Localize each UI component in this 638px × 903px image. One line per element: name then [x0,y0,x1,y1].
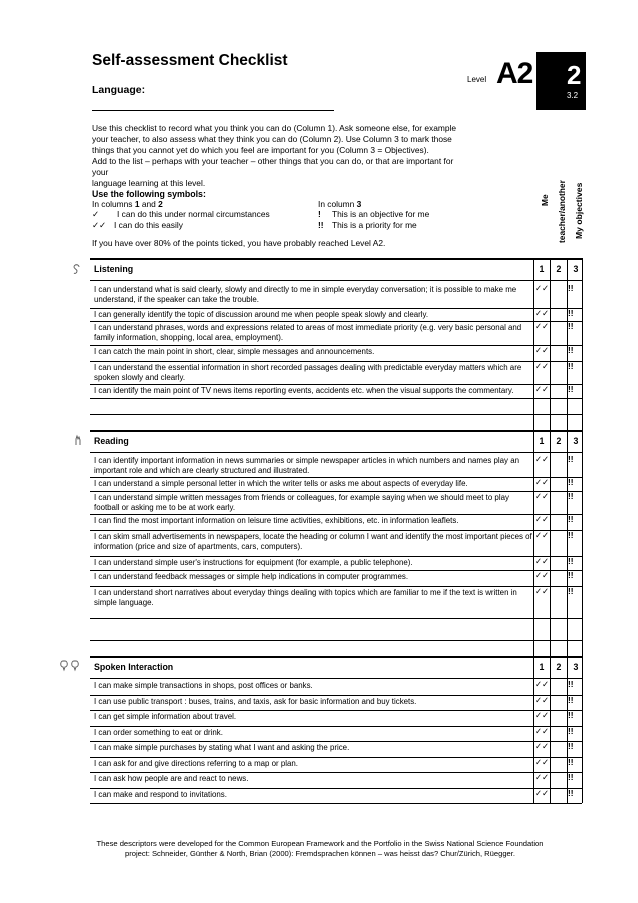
section-title: Reading [94,436,129,446]
footer-note [60,839,580,858]
header-rule [90,678,582,679]
header-rule [90,452,582,453]
teacher-checkbox[interactable] [551,321,566,345]
blank-row-rule [90,398,582,399]
objective-checkbox[interactable]: !! [568,710,574,720]
teacher-checkbox[interactable] [551,726,566,741]
me-checkbox[interactable]: ✓✓ [535,283,550,293]
descriptor-text: I can identify important information in news summaries or simple newspaper articles in which numbers and names play an important role and which are clearly structured and illustrated. [94,456,519,475]
row-rule [90,321,582,322]
page-title: Self-assessment Checklist [92,52,288,69]
descriptor-text: I can skim small advertisements in newspapers, locate the heading or column I want and identify the most important pieces of information (price and size of apartments, cars, computers). [94,532,532,551]
section-rule [90,656,582,658]
descriptor-text: I can understand short narratives about everyday things dealing with topics which are familiar to me if the text is written in simple language. [94,588,517,607]
col-header-teacher: teacher/another [557,180,567,243]
objective-checkbox[interactable]: !! [568,530,574,540]
row-rule [90,772,582,773]
teacher-checkbox[interactable] [551,308,566,321]
me-checkbox[interactable]: ✓✓ [535,570,550,580]
row-rule [90,477,582,478]
descriptor-text: I can understand phrases, words and expressions related to areas of most immediate priority (e.g. very basic personal and family information, shopping, local area, employment). [94,323,522,342]
level-word: Level [467,75,487,84]
objective-checkbox[interactable]: !! [568,321,574,331]
me-checkbox[interactable]: ✓✓ [535,361,550,371]
me-checkbox[interactable]: ✓✓ [535,695,550,705]
row-rule [90,803,582,804]
excl-symbol: ! [318,209,321,220]
column-line [582,430,583,656]
footer-line: project: Schneider, Günther & North, Brian (2000): Fremdsprachen können – was heisst das? Chur/Zürich, Rüegger. [124,848,515,858]
column-number: 3 [573,264,579,274]
descriptor-text: I can generally identify the topic of discussion around me when people speak slowly and clearly. [94,310,429,319]
ear-icon [73,263,81,278]
objective-checkbox[interactable]: !! [568,514,574,524]
objective-checkbox[interactable]: !! [568,283,574,293]
double-tick-symbol: ✓✓ [92,219,107,230]
me-checkbox[interactable]: ✓✓ [535,710,550,720]
me-checkbox[interactable]: ✓✓ [535,514,550,524]
symbols-legend [92,189,532,230]
intro-line: Use this checklist to record what you think you can do (Column 1). Ask someone else, for example [92,123,457,133]
me-checkbox[interactable]: ✓✓ [535,556,550,566]
descriptor-text: I can understand feedback messages or simple help indications in computer programmes. [94,572,409,581]
row-rule [90,570,582,571]
intro-line: your [92,166,109,177]
row-rule [90,710,582,711]
intro-line: language learning at this level. [92,177,206,188]
me-checkbox[interactable]: ✓✓ [535,345,550,355]
teacher-checkbox[interactable] [551,384,566,398]
objective-checkbox[interactable]: !! [568,454,574,464]
row-rule [90,726,582,727]
me-checkbox[interactable]: ✓✓ [535,321,550,331]
blank-row-rule [90,618,582,619]
teacher-checkbox[interactable] [551,772,566,788]
descriptor-text: I can understand a simple personal letter in which the writer tells or asks me about aspects of everyday life. [94,479,468,488]
me-checkbox[interactable]: ✓✓ [535,741,550,751]
descriptor-text: I can catch the main point in short, clear, simple messages and announcements. [94,347,375,356]
column-line [582,258,583,431]
hand-icon [74,434,82,449]
column-number: 2 [556,436,562,446]
descriptor-text: I can understand simple user's instructions for equipment (for example, a public telephone). [94,558,413,567]
symbols-heading: Use the following symbols: [92,189,206,199]
row-rule [90,741,582,742]
badge-subnumber: 3.2 [567,91,579,100]
objective-checkbox[interactable]: !! [568,556,574,566]
row-rule [90,308,582,309]
intro-line: things that you cannot yet do which you feel are important for you (Column 3 = Objectives). [92,144,429,155]
excl-meaning: This is an objective for me [332,209,430,220]
teacher-checkbox[interactable] [551,741,566,757]
me-checkbox[interactable]: ✓✓ [535,757,550,767]
me-checkbox[interactable]: ✓✓ [535,679,550,689]
section-title: Spoken Interaction [94,662,174,672]
section-rule [90,430,582,432]
column-number: 3 [573,662,579,672]
objective-checkbox[interactable]: !! [568,679,574,689]
teacher-checkbox[interactable] [551,477,566,491]
level-badge [536,52,586,110]
me-checkbox[interactable]: ✓✓ [535,788,550,798]
objective-checkbox[interactable]: !! [568,345,574,355]
me-checkbox[interactable]: ✓✓ [535,772,550,782]
double-excl-meaning: This is a priority for me [332,219,417,230]
column-line [533,430,534,656]
row-rule [90,514,582,515]
footer-line: These descriptors were developed for the Common European Framework and the Portfolio in the Swiss National Science Foundation [96,839,544,848]
teacher-checkbox[interactable] [551,283,566,308]
column-number: 1 [539,662,545,672]
me-checkbox[interactable]: ✓✓ [535,530,550,540]
intro-line: Add to the list – perhaps with your teacher – other things that you can do, or that are important for [92,155,454,166]
objective-checkbox[interactable]: !! [568,570,574,580]
teacher-checkbox[interactable] [551,361,566,384]
me-checkbox[interactable]: ✓✓ [535,384,550,394]
me-checkbox[interactable]: ✓✓ [535,308,550,318]
header-rule [90,280,582,281]
column-number: 1 [539,264,545,274]
descriptor-text: I can make and respond to invitations. [94,790,227,799]
teacher-checkbox[interactable] [551,345,566,361]
column-line [533,656,534,803]
descriptor-text: I can understand the essential information in short recorded passages dealing with predictable everyday matters which are spoken slowly and clearly. [94,363,522,382]
cols12-label: In columns 1 and 2 [92,199,163,210]
descriptor-text: I can understand what is said clearly, slowly and directly to me in simple everyday conversation; it is possible to make me understand, if the speaker can take the trouble. [94,285,517,304]
row-rule [90,345,582,346]
descriptor-text: I can make simple transactions in shops, post offices or banks. [94,681,313,690]
col3-label: In column 3 [318,199,362,210]
blank-row-rule [90,640,582,641]
teacher-checkbox[interactable] [551,586,566,618]
column-number: 1 [539,436,545,446]
descriptor-text: I can identify the main point of TV news items reporting events, accidents etc. when the visual supports the commentary. [94,386,514,395]
col-header-me: Me [540,194,550,206]
row-rule [90,384,582,385]
column-number: 3 [573,436,579,446]
objective-checkbox[interactable]: !! [568,491,574,501]
descriptor-text: I can ask how people are and react to news. [94,774,249,783]
descriptor-text: I can ask for and give directions referring to a map or plan. [94,759,298,768]
level-code: A2 [496,57,533,90]
intro-text [92,123,477,188]
language-field-line[interactable] [92,110,334,111]
objective-checkbox[interactable]: !! [568,308,574,318]
objective-checkbox[interactable]: !! [568,788,574,798]
section-title: Listening [94,264,134,274]
column-number: 2 [556,662,562,672]
me-checkbox[interactable]: ✓✓ [535,586,550,596]
objective-checkbox[interactable]: !! [568,741,574,751]
objective-checkbox[interactable]: !! [568,361,574,371]
double-tick-meaning: I can do this easily [114,219,183,230]
objective-checkbox[interactable]: !! [568,695,574,705]
teacher-checkbox[interactable] [551,679,566,695]
me-checkbox[interactable]: ✓✓ [535,491,550,501]
row-rule [90,695,582,696]
column-number: 2 [556,264,562,274]
teacher-checkbox[interactable] [551,757,566,772]
teacher-checkbox[interactable] [551,788,566,803]
descriptor-text: I can get simple information about travel. [94,712,237,721]
objective-checkbox[interactable]: !! [568,384,574,394]
descriptor-text: I can find the most important information on leisure time activities, exhibitions, etc. in information leaflets. [94,516,459,525]
me-checkbox[interactable]: ✓✓ [535,477,550,487]
row-rule [90,361,582,362]
teacher-checkbox[interactable] [551,514,566,530]
speech-icon [59,660,81,675]
objective-checkbox[interactable]: !! [568,772,574,782]
teacher-checkbox[interactable] [551,454,566,477]
double-excl-symbol: !! [318,219,324,230]
objective-checkbox[interactable]: !! [568,586,574,596]
row-rule [90,586,582,587]
objective-checkbox[interactable]: !! [568,477,574,487]
tick-meaning: I can do this under normal circumstances [117,209,270,220]
teacher-checkbox[interactable] [551,710,566,726]
col-header-objectives: My objectives [574,182,584,239]
me-checkbox[interactable]: ✓✓ [535,726,550,736]
row-rule [90,491,582,492]
objective-checkbox[interactable]: !! [568,757,574,767]
tick-symbol: ✓ [92,209,100,220]
language-label: Language: [92,84,146,96]
me-checkbox[interactable]: ✓✓ [535,454,550,464]
teacher-checkbox[interactable] [551,695,566,710]
reached-note: If you have over 80% of the points ticked, you have probably reached Level A2. [92,238,386,248]
teacher-checkbox[interactable] [551,556,566,570]
row-rule [90,757,582,758]
row-rule [90,788,582,789]
column-line [582,656,583,803]
badge-number: 2 [567,60,582,90]
teacher-checkbox[interactable] [551,570,566,586]
descriptor-text: I can understand simple written messages from friends or colleagues, for example saying when we should meet to play football or asking me to be at work early. [94,493,509,512]
objective-checkbox[interactable]: !! [568,726,574,736]
row-rule [90,556,582,557]
teacher-checkbox[interactable] [551,491,566,514]
row-rule [90,530,582,531]
descriptor-text: I can make simple purchases by stating what I want and asking the price. [94,743,350,752]
teacher-checkbox[interactable] [551,530,566,556]
descriptor-text: I can use public transport : buses, trains, and taxis, ask for basic information and buy tickets. [94,697,417,706]
section-rule [90,258,582,260]
blank-row-rule [90,414,582,415]
intro-line: your teacher, to also assess what they think you can do (Column 2). Use Column 3 to mark those [92,133,452,144]
descriptor-text: I can order something to eat or drink. [94,728,223,737]
